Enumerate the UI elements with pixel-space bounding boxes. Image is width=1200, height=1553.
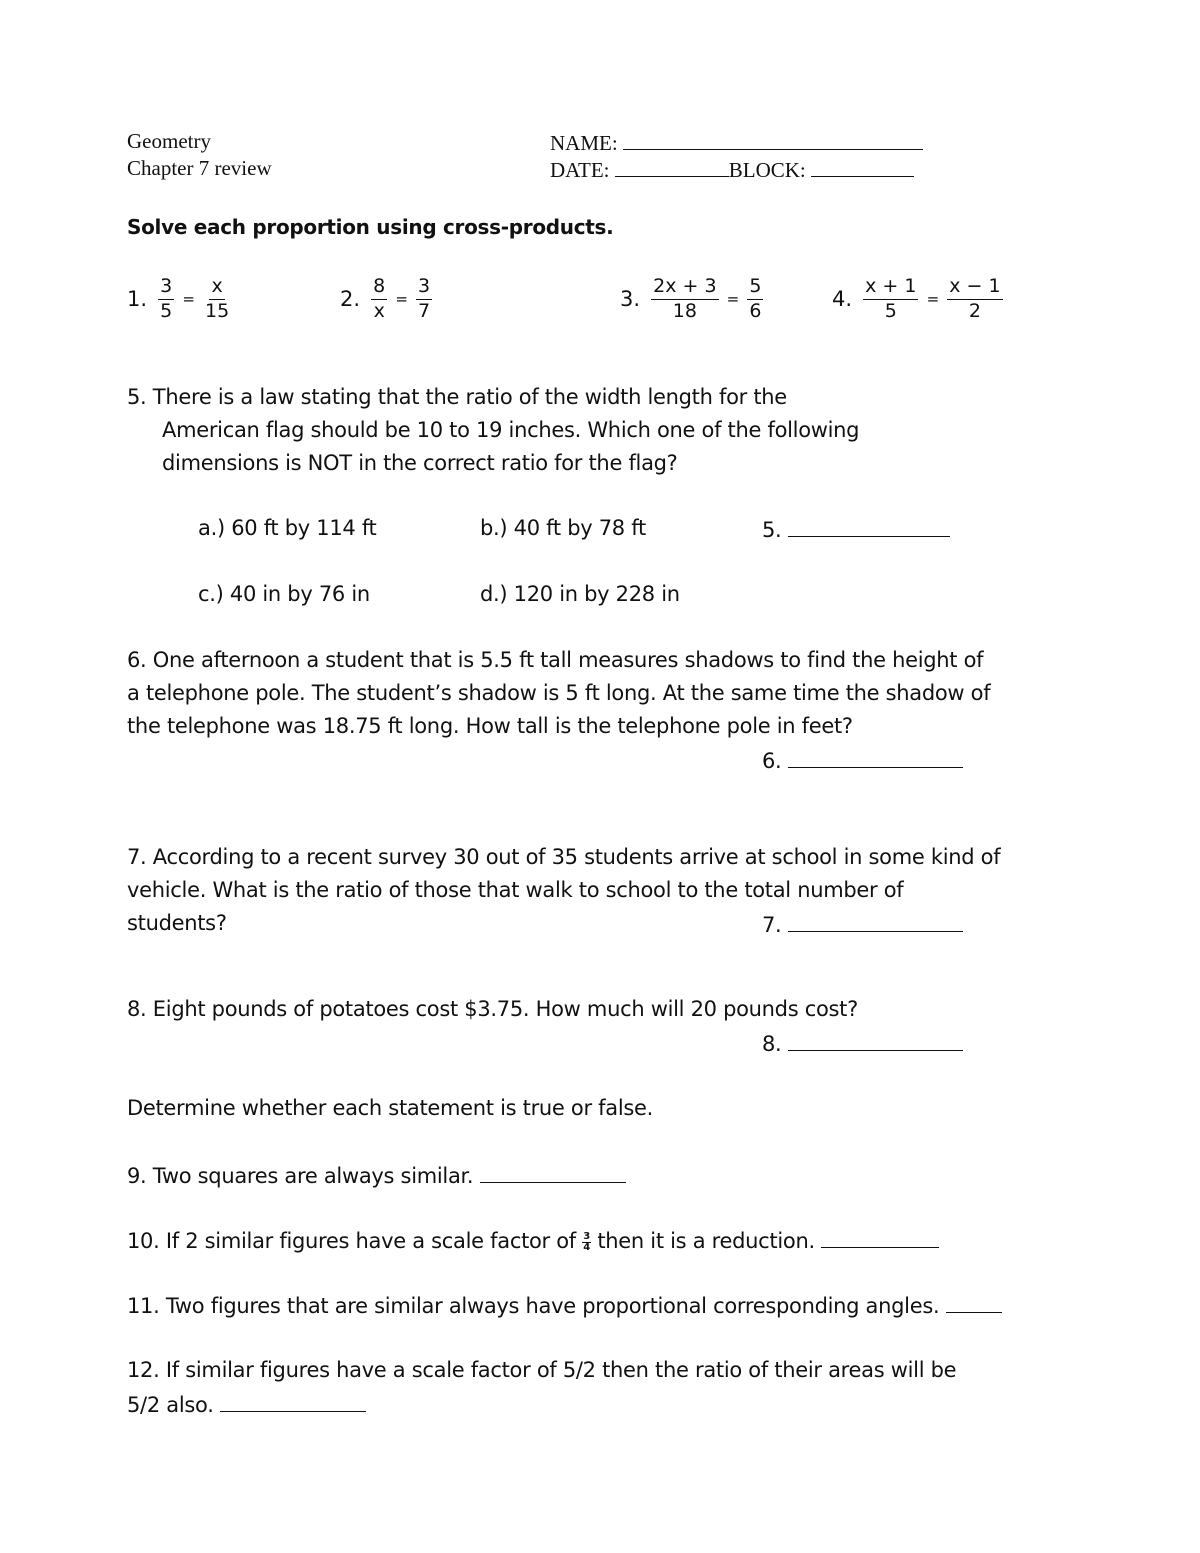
date-blank[interactable]: [615, 156, 729, 177]
q5-answer: 5.: [762, 516, 950, 542]
proportion-1: 1. $\frac{3}{5}$ = $\frac{x}{15}$: [127, 275, 230, 322]
q5-text-line1: 5. There is a law stating that the ratio of the width length for the: [127, 385, 787, 409]
date-label: DATE:: [550, 158, 610, 182]
q7-text-line1: 7. According to a recent survey 30 out of 35 students arrive at school in some kind of: [127, 845, 1001, 869]
q5-text-line3: dimensions is NOT in the correct ratio for the flag?: [162, 451, 678, 475]
name-label: NAME:: [550, 131, 618, 155]
q8-answer-blank[interactable]: [788, 1030, 963, 1051]
q12-answer-blank[interactable]: [220, 1391, 366, 1412]
q7-answer: 7.: [762, 911, 963, 937]
q7-text-line2: vehicle. What is the ratio of those that walk to school to the total number of: [127, 878, 904, 902]
q9: 9. Two squares are always similar.: [127, 1162, 626, 1188]
q6-text-line1: 6. One afternoon a student that is 5.5 ft tall measures shadows to find the height of: [127, 648, 984, 672]
fraction: $\frac{3}{5}$: [160, 275, 173, 322]
block-label: BLOCK:: [728, 158, 806, 182]
fraction: $\frac{x + 1}{5}$: [865, 275, 917, 322]
q10: 10. If 2 similar figures have a scale factor of $\frac{3}{4}$ then it is a reduction.: [127, 1227, 939, 1253]
q6-text-line2: a telephone pole. The student’s shadow is 5 ft long. At the same time the shadow of: [127, 681, 991, 705]
q8-text: 8. Eight pounds of potatoes cost $3.75. How much will 20 pounds cost?: [127, 997, 858, 1021]
date-block-field: [550, 156, 914, 183]
q7-answer-blank[interactable]: [788, 911, 963, 932]
name-blank[interactable]: [623, 129, 923, 150]
q12: 5/2 also.: [127, 1391, 366, 1417]
q11: 11. Two figures that are similar always have proportional corresponding angles.: [127, 1292, 1002, 1318]
q5-option-b: b.) 40 ft by 78 ft: [480, 516, 646, 540]
course-title: Geometry: [127, 129, 211, 153]
fraction: $\frac{x}{15}$: [205, 275, 230, 322]
q12-text-line1: 12. If similar figures have a scale factor of 5/2 then the ratio of their areas will be: [127, 1358, 957, 1382]
q6-answer: 6.: [762, 747, 963, 773]
fraction: $\frac{x - 1}{2}$: [949, 275, 1001, 322]
q6-answer-blank[interactable]: [788, 747, 963, 768]
q5-option-d: d.) 120 in by 228 in: [480, 582, 680, 606]
q11-answer-blank[interactable]: [946, 1292, 1002, 1313]
q10-answer-blank[interactable]: [821, 1227, 939, 1248]
fraction: $\frac{2x + 3}{18}$: [653, 275, 717, 322]
chapter-title: Chapter 7 review: [127, 156, 272, 180]
section1-instruction: Solve each proportion using cross-products.: [127, 215, 614, 239]
block-blank[interactable]: [811, 156, 914, 177]
fraction: $\frac{3}{7}$: [418, 275, 431, 322]
proportion-4: 4. $\frac{x + 1}{5}$ = $\frac{x - 1}{2}$: [832, 275, 1001, 322]
q8-answer: 8.: [762, 1030, 963, 1056]
q9-answer-blank[interactable]: [480, 1162, 626, 1183]
q5-option-a: a.) 60 ft by 114 ft: [198, 516, 377, 540]
proportion-3: 3. $\frac{2x + 3}{18}$ = $\frac{5}{6}$: [620, 275, 762, 322]
fraction: $\frac{5}{6}$: [749, 275, 762, 322]
q6-text-line3: the telephone was 18.75 ft long. How tall is the telephone pole in feet?: [127, 714, 853, 738]
q5-option-c: c.) 40 in by 76 in: [198, 582, 370, 606]
section2-instruction: Determine whether each statement is true or false.: [127, 1096, 654, 1120]
proportion-2: 2. $\frac{8}{x}$ = $\frac{3}{7}$: [340, 275, 431, 322]
name-field[interactable]: [550, 129, 923, 156]
q7-text-line3: students?: [127, 911, 227, 935]
fraction: $\frac{8}{x}$: [373, 275, 386, 322]
q5-text-line2: American flag should be 10 to 19 inches. Which one of the following: [162, 418, 860, 442]
scale-factor-fraction: $\frac{3}{4}$: [583, 1230, 590, 1253]
q5-answer-blank[interactable]: [788, 516, 950, 537]
